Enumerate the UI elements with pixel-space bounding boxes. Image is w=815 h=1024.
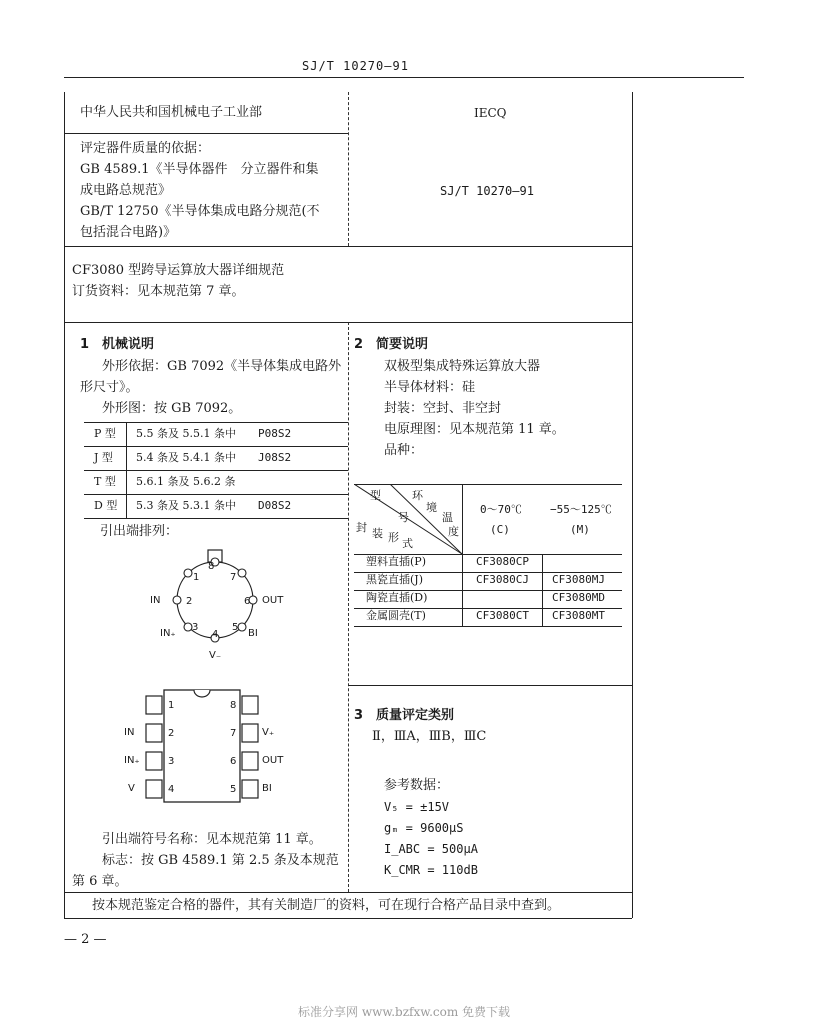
round-pin-number: 3 — [192, 622, 199, 633]
dip-pin-number: 8 — [230, 700, 237, 711]
corner-label: 封 — [356, 521, 367, 534]
corner-label: 境 — [426, 501, 437, 514]
variant-code: CF3080MJ — [552, 573, 605, 586]
frame-right — [632, 92, 633, 918]
dip-pin-number: 6 — [230, 756, 237, 767]
basis-line-4: 包括混合电路)》 — [80, 225, 177, 240]
section-3-heading: 3 质量评定类别 — [354, 708, 455, 723]
frame-left — [64, 92, 65, 918]
package-code: J08S2 — [258, 451, 292, 464]
outline-drawing: 外形图：按 GB 7092。 — [102, 401, 242, 416]
dip-pin-in-minus: IN — [124, 727, 135, 738]
reference-value: I_ABC = 500μA — [384, 842, 478, 856]
round-pin-number: 5 — [232, 622, 239, 633]
package-table-rule — [84, 446, 348, 447]
basis-title: 评定器件质量的依据： — [80, 141, 211, 156]
round-pin-out: OUT — [262, 595, 284, 606]
variant-table-rule — [354, 626, 622, 627]
package-table-rule — [84, 494, 348, 495]
package-table-rule — [84, 422, 348, 423]
page-number: — 2 — — [64, 932, 107, 947]
dip-pin-number: 3 — [168, 756, 175, 767]
watermark: 标准分享网 www.bzfxw.com 免费下载 — [298, 1005, 511, 1019]
reference-value: gₘ = 9600μS — [384, 821, 464, 835]
spec-title: CF3080 型跨导运算放大器详细规范 — [72, 263, 285, 278]
rule-after-basis — [64, 246, 632, 247]
round-pin-number: 8 — [208, 561, 215, 572]
marking-line-2: 第 6 章。 — [72, 874, 128, 889]
variant-code: CF3080MT — [552, 609, 605, 622]
basis-line-1: GB 4589.1《半导体器件 分立器件和集 — [80, 162, 319, 177]
round-package-pinout-diagram — [140, 540, 320, 670]
package-type: P 型 — [94, 427, 116, 440]
variant-package: 塑料直插(P) — [366, 555, 426, 568]
basis-line-2: 成电路总规范》 — [80, 183, 172, 198]
package-table-rule — [84, 518, 348, 519]
variant-table — [354, 484, 622, 627]
standard-code: SJ/T 10270—91 — [440, 184, 534, 198]
brief-line-2: 半导体材料：硅 — [384, 380, 476, 395]
rule-after-sections — [64, 892, 632, 893]
brief-line-4: 电原理图：见本规范第 11 章。 — [384, 422, 565, 437]
standard-number-header: SJ/T 10270—91 — [302, 59, 409, 73]
variant-code: CF3080MD — [552, 591, 605, 604]
dip-pin-in-plus: IN₊ — [124, 755, 140, 766]
variant-code: CF3080CJ — [476, 573, 529, 586]
corner-label: 形 — [388, 531, 399, 544]
package-type: J 型 — [94, 451, 113, 464]
variant-package: 陶瓷直插(D) — [366, 591, 428, 604]
round-pin-number: 6 — [244, 596, 251, 607]
package-code: P08S2 — [258, 427, 292, 440]
package-table-rule — [84, 470, 348, 471]
round-pin-number: 1 — [193, 572, 200, 583]
quality-classes: Ⅱ，ⅢA，ⅢB，ⅢC — [372, 729, 487, 744]
order-info: 订货资料：见本规范第 7 章。 — [72, 284, 245, 299]
header-rule — [64, 77, 744, 78]
dip-pin-out: OUT — [262, 755, 284, 766]
variant-package: 金属圆壳(T) — [366, 609, 426, 622]
round-pin-number: 4 — [212, 629, 219, 640]
dip-pin-number: 1 — [168, 700, 175, 711]
frame-center-divider-lower — [348, 322, 349, 892]
temp-range-commercial: 0～70℃ — [480, 503, 522, 516]
ministry-name: 中华人民共和国机械电子工业部 — [80, 105, 263, 120]
brief-line-5: 品种： — [384, 443, 424, 458]
temp-range-military: −55～125℃ — [550, 503, 612, 516]
corner-label: 型 — [370, 489, 381, 502]
brief-line-3: 封装：空封、非空封 — [384, 401, 502, 416]
corner-label: 度 — [448, 525, 459, 538]
basis-line-3: GB/T 12750《半导体集成电路分规范(不 — [80, 204, 320, 219]
dip-pin-bi: BI — [262, 783, 272, 794]
variant-code: CF3080CP — [476, 555, 529, 568]
variant-table-divider — [542, 554, 543, 626]
qualified-products-note: 按本规范鉴定合格的器件，其有关制造厂的资料，可在现行合格产品目录中查到。 — [92, 898, 561, 913]
package-type: T 型 — [94, 475, 116, 488]
dip-pin-number: 4 — [168, 784, 175, 795]
section-2-heading: 2 简要说明 — [354, 337, 429, 352]
rule-after-variants — [348, 685, 632, 686]
iecq-label: IECQ — [474, 106, 507, 120]
round-pin-number: 7 — [230, 572, 237, 583]
dip-pin-number: 2 — [168, 728, 175, 739]
pin-symbol-note: 引出端符号名称：见本规范第 11 章。 — [102, 832, 322, 847]
brief-line-1: 双极型集成特殊运算放大器 — [384, 359, 541, 374]
rule-after-ministry — [64, 133, 348, 134]
section-1-heading: 1 机械说明 — [80, 337, 155, 352]
variant-package: 黑瓷直插(J) — [366, 573, 423, 586]
marking-line-1: 标志：按 GB 4589.1 第 2.5 条及本规范 — [102, 853, 339, 868]
reference-data-title: 参考数据： — [384, 778, 450, 793]
outline-basis-line-1: 外形依据：GB 7092《半导体集成电路外 — [102, 359, 342, 374]
reference-value: K_CMR = 110dB — [384, 863, 478, 877]
round-pin-in-plus: IN₊ — [160, 628, 176, 639]
package-desc: 5.6.1 条及 5.6.2 条 — [136, 475, 236, 488]
package-type: D 型 — [94, 499, 118, 512]
corner-label: 号 — [398, 511, 409, 524]
dip-pin-number: 5 — [230, 784, 237, 795]
corner-label: 式 — [402, 537, 413, 550]
dip-pin-number: 7 — [230, 728, 237, 739]
package-desc: 5.4 条及 5.4.1 条中 — [136, 451, 236, 464]
round-pin-bi: BI — [248, 628, 258, 639]
corner-label: 环 — [412, 489, 423, 502]
reference-value: V₅ = ±15V — [384, 800, 450, 814]
dip-pin-v-minus: V — [128, 783, 135, 794]
dip-package-pinout-diagram — [140, 686, 280, 806]
outline-basis-line-2: 形尺寸》。 — [80, 380, 139, 395]
round-pin-v-minus: V₋ — [209, 650, 222, 661]
package-desc: 5.5 条及 5.5.1 条中 — [136, 427, 236, 440]
frame-center-divider — [348, 92, 349, 246]
package-desc: 5.3 条及 5.3.1 条中 — [136, 499, 236, 512]
temp-code-military: (M) — [570, 523, 590, 536]
pinout-label: 引出端排列： — [100, 524, 179, 539]
corner-label: 温 — [442, 511, 453, 524]
package-code: D08S2 — [258, 499, 292, 512]
corner-label: 装 — [372, 527, 383, 540]
rule-bottom — [64, 918, 632, 919]
dip-pin-v-plus: V₊ — [262, 727, 275, 738]
temp-code-commercial: (C) — [490, 523, 510, 536]
variant-code: CF3080CT — [476, 609, 529, 622]
round-pin-number: 2 — [186, 596, 193, 607]
round-pin-in-minus: IN — [150, 595, 161, 606]
rule-after-spec — [64, 322, 632, 323]
